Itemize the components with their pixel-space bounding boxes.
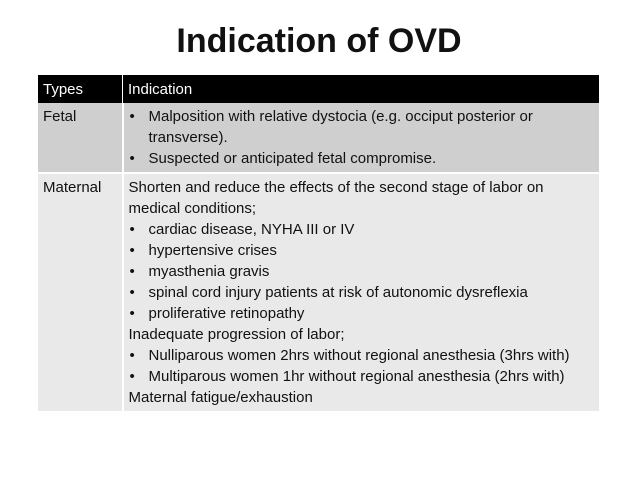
list-item: • Multiparous women 1hr without regional anesthesia (2hrs with): [129, 366, 595, 387]
medical-conditions-list: [129, 219, 595, 324]
indication-cell-maternal: [123, 173, 600, 411]
progression-list: [129, 345, 595, 387]
type-cell-fetal: Fetal: [38, 103, 123, 173]
list-item: • Nulliparous women 2hrs without regional anesthesia (3hrs with): [129, 345, 595, 366]
indication-table: [38, 75, 599, 411]
progression-heading: Inadequate progression of labor;: [128, 326, 345, 343]
list-item: • Suspected or anticipated fetal compromise.: [129, 148, 595, 169]
maternal-fatigue: Maternal fatigue/exhaustion: [128, 389, 313, 406]
maternal-intro: Shorten and reduce the effects of the second stage of labor on medical conditions;: [128, 179, 544, 217]
list-item: • proliferative retinopathy: [129, 303, 595, 324]
table-row-maternal: [38, 173, 599, 411]
list-item: • spinal cord injury patients at risk of autonomic dysreflexia: [129, 282, 595, 303]
fetal-bullet-list: [129, 106, 595, 169]
page-title: Indication of OVD: [176, 22, 462, 60]
list-item: • myasthenia gravis: [129, 261, 595, 282]
header-indication: Indication: [123, 75, 600, 103]
list-item: • hypertensive crises: [129, 240, 595, 261]
list-item: • cardiac disease, NYHA III or IV: [129, 219, 595, 240]
table-header-row: [38, 75, 599, 103]
indication-cell-fetal: [123, 103, 600, 173]
header-types: Types: [38, 75, 123, 103]
type-cell-maternal: Maternal: [38, 173, 123, 411]
table-row-fetal: [38, 103, 599, 173]
list-item: • Malposition with relative dystocia (e.g. occiput posterior or transverse).: [129, 106, 595, 148]
